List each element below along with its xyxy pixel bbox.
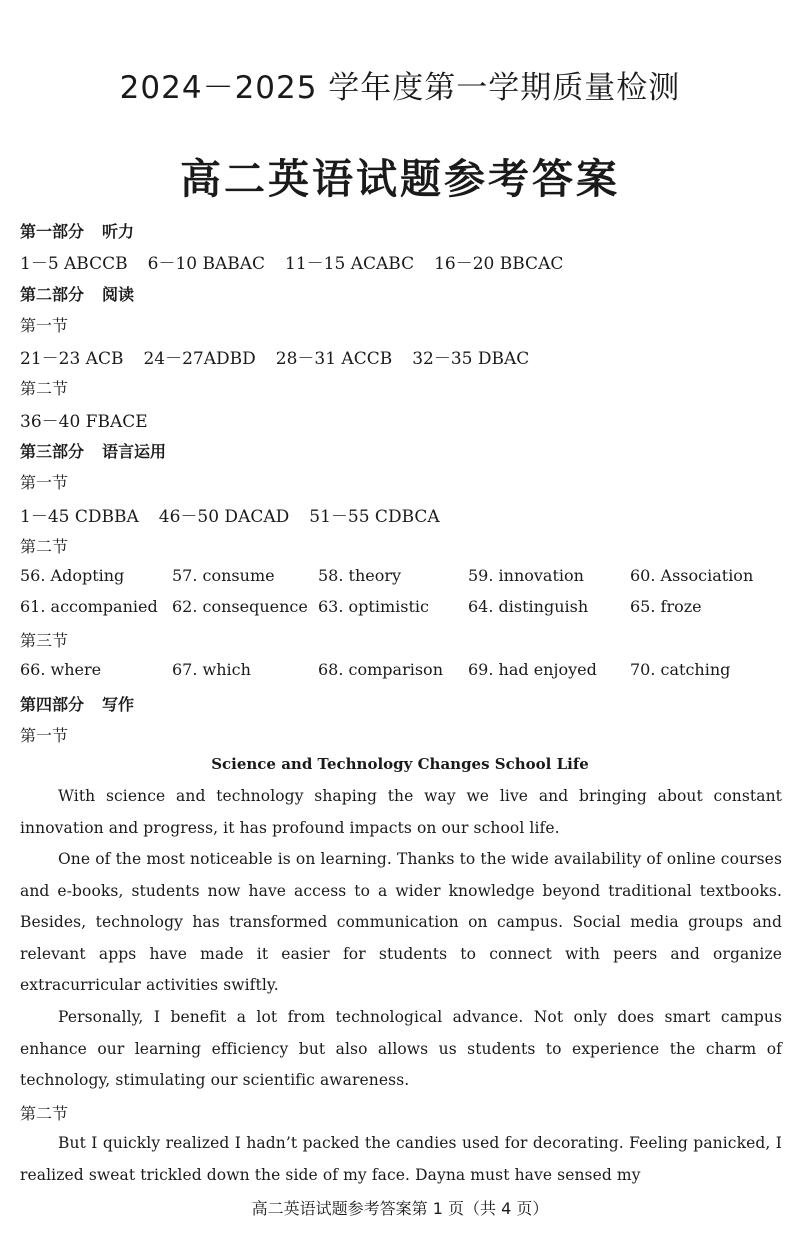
answer-group: 21－23 ACB bbox=[20, 349, 124, 369]
part1-heading-topic: 听力 bbox=[102, 222, 135, 241]
part3-heading bbox=[20, 439, 166, 462]
answer-group: 11－15 ACABC bbox=[285, 254, 415, 274]
answer-group: 46－50 DACAD bbox=[158, 507, 290, 527]
part2-section2-answers: 36－40 FBACE bbox=[20, 412, 148, 432]
part2-section1-label: 第一节 bbox=[20, 316, 69, 335]
part1-heading-number: 第一部分 bbox=[20, 222, 85, 241]
answer-cell: 70. catching bbox=[630, 660, 731, 679]
answer-cell: 67. which bbox=[172, 660, 251, 679]
answer-cell: 60. Association bbox=[630, 566, 754, 585]
answer-cell: 61. accompanied bbox=[20, 597, 158, 616]
part4-section2-label: 第二节 bbox=[20, 1104, 69, 1123]
answer-cell: 69. had enjoyed bbox=[468, 660, 597, 679]
part3-section1-label: 第一节 bbox=[20, 473, 69, 492]
part1-heading bbox=[20, 219, 134, 242]
essay-paragraph: With science and technology shaping the way we live and bringing about constant innovation and progress, it has profound impacts on our school life. bbox=[20, 787, 782, 837]
answer-group: 6－10 BABAC bbox=[147, 254, 266, 274]
answer-cell: 58. theory bbox=[318, 566, 402, 585]
part3-section2-row1 bbox=[20, 566, 790, 588]
page-title: 高二英语试题参考答案 bbox=[180, 155, 620, 203]
answer-group: 32－35 DBAC bbox=[412, 349, 530, 369]
part3-heading-number: 第三部分 bbox=[20, 442, 85, 461]
part2-heading-number: 第二部分 bbox=[20, 285, 85, 304]
answer-cell: 57. consume bbox=[172, 566, 275, 585]
page-footer: 高二英语试题参考答案第 1 页（共 4 页） bbox=[251, 1199, 549, 1218]
continuation-paragraph: But I quickly realized I hadn’t packed the candies used for decorating. Feeling panicked, I realized sweat trickled down the side of my face. Dayna must have sensed my bbox=[20, 1134, 782, 1184]
answer-cell: 63. optimistic bbox=[318, 597, 429, 616]
part3-section2-row2 bbox=[20, 597, 790, 619]
answer-group: 24－27ADBD bbox=[143, 349, 256, 369]
answer-group: 16－20 BBCAC bbox=[434, 254, 564, 274]
answer-cell: 65. froze bbox=[630, 597, 702, 616]
answer-cell: 59. innovation bbox=[468, 566, 584, 585]
answer-group: 51－55 CDBCA bbox=[309, 507, 440, 527]
part2-heading bbox=[20, 282, 134, 305]
answer-group: 1－5 ABCCB bbox=[20, 254, 128, 274]
part2-section2-label: 第二节 bbox=[20, 379, 69, 398]
part4-section1-label: 第一节 bbox=[20, 726, 69, 745]
answer-cell: 62. consequence bbox=[172, 597, 308, 616]
part1-answers bbox=[20, 249, 583, 274]
answer-cell: 56. Adopting bbox=[20, 566, 125, 585]
essay-title: Science and Technology Changes School Life bbox=[211, 755, 589, 773]
essay-paragraph: One of the most noticeable is on learning. Thanks to the wide availability of online courses and e-books, students now have access to a wider knowledge beyond traditional textbooks. Besides, technology has transformed communication on campus. Social media groups and relevant apps have made it easier for students to connect with peers and organize extracurricular activities swiftly. bbox=[20, 850, 782, 994]
part4-heading-number: 第四部分 bbox=[20, 695, 85, 714]
part3-section2-label: 第二节 bbox=[20, 537, 69, 556]
part3-section3-row bbox=[20, 660, 790, 682]
part2-section1-answers bbox=[20, 344, 549, 369]
part2-heading-topic: 阅读 bbox=[102, 285, 135, 304]
answer-cell: 66. where bbox=[20, 660, 102, 679]
part3-heading-topic: 语言运用 bbox=[102, 442, 167, 461]
answer-cell: 64. distinguish bbox=[468, 597, 589, 616]
answer-group: 28－31 ACCB bbox=[275, 349, 393, 369]
part4-heading bbox=[20, 692, 134, 715]
essay-paragraph: Personally, I benefit a lot from technological advance. Not only does smart campus enhance our learning efficiency but also allows us students to experience the charm of technology, stimulating our scientific awareness. bbox=[20, 1008, 782, 1089]
part3-section3-label: 第三节 bbox=[20, 631, 69, 650]
exam-year-line: 2024－2025 学年度第一学期质量检测 bbox=[119, 70, 681, 106]
answer-group: 1－45 CDBBA bbox=[20, 507, 139, 527]
answer-cell: 68. comparison bbox=[318, 660, 443, 679]
part3-section1-answers bbox=[20, 502, 460, 527]
part4-heading-topic: 写作 bbox=[102, 695, 135, 714]
